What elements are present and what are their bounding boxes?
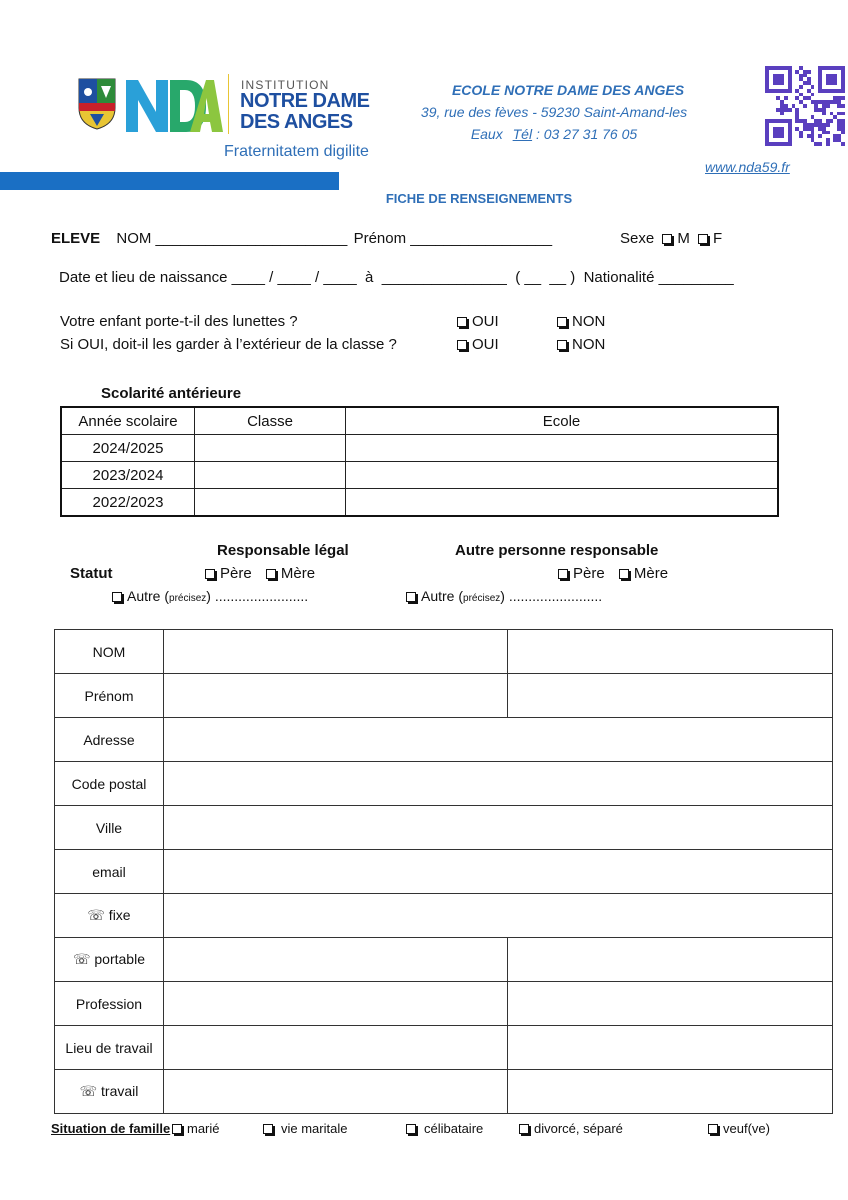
autre-resp-cell[interactable]: [508, 982, 833, 1026]
logo-divider: [228, 74, 229, 134]
table-row: [61, 462, 778, 489]
table-row: [55, 806, 833, 850]
famille-option-marie[interactable]: [172, 1121, 220, 1136]
glasses-q1-non[interactable]: [557, 313, 605, 330]
value-cell[interactable]: [164, 894, 833, 938]
scolarite-table: [60, 406, 779, 517]
famille-option-divorce[interactable]: [519, 1121, 623, 1136]
row-label: NOM: [55, 630, 164, 674]
naissance-field[interactable]: Date et lieu de naissance ____ / ____ / ____ à _______________ ( __ __ ) Nationalité _________: [59, 269, 734, 286]
row-label: Profession: [55, 982, 164, 1026]
row-label: Lieu de travail: [55, 1026, 164, 1070]
logo-institution-top: INSTITUTION: [241, 78, 330, 92]
autre-resp-autre-line: ) ........................: [500, 588, 603, 604]
ecole-cell[interactable]: [346, 489, 779, 517]
eleve-nom-field[interactable]: NOM _______________________: [116, 230, 348, 247]
table-row: [55, 938, 833, 982]
glasses-q2-oui-checkbox[interactable]: [457, 340, 467, 350]
autre-resp-heading: Autre personne responsable: [455, 542, 659, 559]
row-label: ☏ travail: [55, 1070, 164, 1114]
school-name: ECOLE NOTRE DAME DES ANGES: [451, 82, 685, 98]
table-row: [61, 435, 778, 462]
famille-veuf-checkbox[interactable]: [708, 1124, 718, 1134]
resp-legal-mere-checkbox[interactable]: [266, 569, 276, 579]
tel-value: : 03 27 31 76 05: [535, 126, 638, 142]
glasses-q2-oui[interactable]: [457, 336, 499, 353]
value-cell[interactable]: [164, 850, 833, 894]
resp-legal-pere-checkbox[interactable]: [205, 569, 215, 579]
famille-vie-maritale-label: vie maritale: [281, 1121, 348, 1136]
sexe-m-label: M: [677, 230, 690, 247]
famille-veuf-label: veuf(ve): [723, 1121, 770, 1136]
year-cell: 2024/2025: [61, 435, 195, 462]
glasses-q2-non[interactable]: [557, 336, 605, 353]
eleve-label: ELEVE: [51, 230, 101, 247]
classe-cell[interactable]: [195, 462, 346, 489]
table-row: [55, 894, 833, 938]
glasses-q1-non-checkbox[interactable]: [557, 317, 567, 327]
famille-vie-maritale-checkbox[interactable]: [263, 1124, 273, 1134]
glasses-q2-oui-label: OUI: [472, 336, 499, 353]
row-label: Ville: [55, 806, 164, 850]
year-cell: 2023/2024: [61, 462, 195, 489]
famille-option-veuf[interactable]: [708, 1121, 770, 1136]
famille-option-celibataire[interactable]: [406, 1121, 483, 1136]
resp-legal-autre-checkbox[interactable]: [112, 592, 122, 602]
famille-option-vie-maritale[interactable]: [263, 1121, 347, 1136]
autre-resp-cell[interactable]: [508, 938, 833, 982]
table-row: [55, 982, 833, 1026]
famille-marie-checkbox[interactable]: [172, 1124, 182, 1134]
website-link[interactable]: www.nda59.fr: [705, 159, 790, 175]
resp-legal-cell[interactable]: [164, 982, 508, 1026]
col-classe: Classe: [195, 407, 346, 435]
col-ecole: Ecole: [346, 407, 779, 435]
glasses-q1-non-label: NON: [572, 313, 606, 330]
autre-resp-parents: [558, 565, 668, 582]
header-bar: [0, 172, 339, 190]
autre-resp-cell[interactable]: [508, 1026, 833, 1070]
statut-label: Statut: [70, 565, 113, 582]
glasses-question-1: Votre enfant porte-t-il des lunettes ?: [60, 313, 298, 330]
ecole-cell[interactable]: [346, 462, 779, 489]
sexe-m-checkbox[interactable]: [662, 234, 672, 244]
famille-marie-label: marié: [187, 1121, 220, 1136]
autre-resp-cell[interactable]: [508, 630, 833, 674]
sexe-group: [620, 230, 722, 247]
table-row: [55, 762, 833, 806]
resp-legal-pere-label: Père: [220, 565, 252, 582]
resp-legal-cell[interactable]: [164, 1026, 508, 1070]
table-row: [55, 718, 833, 762]
autre-resp-pere-label: Père: [573, 565, 605, 582]
value-cell[interactable]: [164, 762, 833, 806]
table-row: [55, 1026, 833, 1070]
motto: Fraternitatem digilite: [224, 143, 369, 160]
row-label: ☏ fixe: [55, 894, 164, 938]
logo-institution-name2: DES ANGES: [240, 111, 353, 133]
famille-celibataire-checkbox[interactable]: [406, 1124, 416, 1134]
glasses-question-2: Si OUI, doit-il les garder à l’extérieur de la classe ?: [60, 336, 397, 353]
glasses-q2-non-label: NON: [572, 336, 606, 353]
row-label: ☏ portable: [55, 938, 164, 982]
autre-resp-cell[interactable]: [508, 674, 833, 718]
autre-resp-cell[interactable]: [508, 1070, 833, 1114]
resp-legal-cell[interactable]: [164, 630, 508, 674]
scolarite-header-row: [61, 407, 778, 435]
famille-label: Situation de famille: [51, 1121, 171, 1136]
school-address-line2: [406, 126, 702, 142]
resp-legal-autre-line: ) ........................: [206, 588, 309, 604]
responsables-table: [54, 629, 833, 1114]
table-row: [55, 1070, 833, 1114]
glasses-q1-oui[interactable]: [457, 313, 499, 330]
glasses-q1-oui-label: OUI: [472, 313, 499, 330]
resp-legal-cell[interactable]: [164, 1070, 508, 1114]
famille-divorce-checkbox[interactable]: [519, 1124, 529, 1134]
value-cell[interactable]: [164, 718, 833, 762]
row-label: Adresse: [55, 718, 164, 762]
sexe-f-checkbox[interactable]: [698, 234, 708, 244]
autre-resp-mere-label: Mère: [633, 565, 669, 582]
row-label: Prénom: [55, 674, 164, 718]
autre-resp-precisez: précisez: [463, 593, 501, 604]
resp-legal-parents: [205, 565, 315, 582]
autre-resp-pere-checkbox[interactable]: [558, 569, 568, 579]
autre-resp-autre-label: Autre (: [421, 588, 464, 604]
table-row: [61, 489, 778, 517]
resp-legal-heading: Responsable légal: [217, 542, 349, 559]
logo-institution-name1: NOTRE DAME: [240, 90, 370, 112]
form-title: FICHE DE RENSEIGNEMENTS: [385, 191, 573, 206]
col-annee: Année scolaire: [61, 407, 195, 435]
qr-code: [765, 66, 845, 146]
sexe-f-label: F: [713, 230, 723, 247]
glasses-q2-non-checkbox[interactable]: [557, 340, 567, 350]
resp-legal-mere-label: Mère: [280, 565, 316, 582]
eleve-prenom-field[interactable]: Prénom _________________: [353, 230, 553, 247]
table-row: [55, 850, 833, 894]
table-row: [55, 674, 833, 718]
famille-celibataire-label: célibataire: [424, 1121, 484, 1136]
famille-divorce-label: divorcé, séparé: [534, 1121, 623, 1136]
resp-legal-autre-label: Autre (: [127, 588, 170, 604]
value-cell[interactable]: [164, 806, 833, 850]
resp-legal-cell[interactable]: [164, 674, 508, 718]
row-label: email: [55, 850, 164, 894]
ecole-cell[interactable]: [346, 435, 779, 462]
table-row: [55, 630, 833, 674]
autre-resp-autre-checkbox[interactable]: [406, 592, 416, 602]
address-city: Eaux: [470, 126, 503, 142]
classe-cell[interactable]: [195, 435, 346, 462]
resp-legal-autre[interactable]: [112, 588, 308, 604]
school-crest: [78, 78, 116, 130]
resp-legal-cell[interactable]: [164, 938, 508, 982]
autre-resp-autre[interactable]: [406, 588, 602, 604]
school-address: 39, rue des fèves - 59230 Saint-Amand-les: [420, 104, 688, 120]
tel-label: Tél: [512, 126, 533, 142]
row-label: Code postal: [55, 762, 164, 806]
resp-legal-precisez: précisez: [169, 593, 207, 604]
autre-resp-mere-checkbox[interactable]: [619, 569, 629, 579]
glasses-q1-oui-checkbox[interactable]: [457, 317, 467, 327]
sexe-label: Sexe: [620, 230, 655, 247]
classe-cell[interactable]: [195, 489, 346, 517]
year-cell: 2022/2023: [61, 489, 195, 517]
scolarite-title: Scolarité antérieure: [101, 385, 242, 402]
nda-logo: [124, 76, 224, 134]
